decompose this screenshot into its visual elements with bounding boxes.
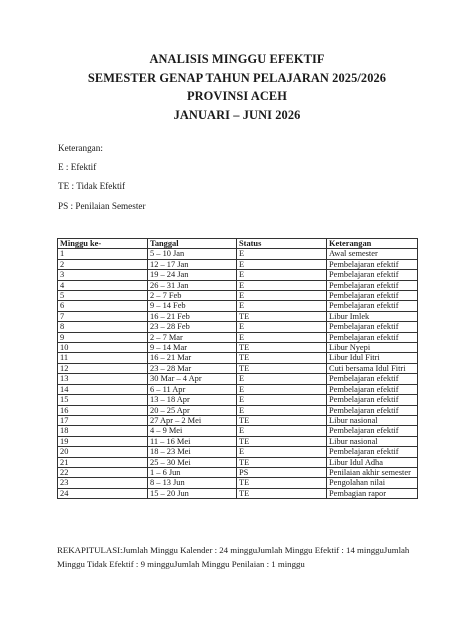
week-cell: 19 bbox=[58, 436, 148, 446]
table-row bbox=[58, 311, 418, 321]
note-cell: Libur nasional bbox=[327, 436, 418, 446]
date-cell: 4 – 9 Mei bbox=[148, 426, 237, 436]
table-row bbox=[58, 488, 418, 498]
status-cell: E bbox=[237, 322, 327, 332]
date-cell: 16 – 21 Feb bbox=[148, 311, 237, 321]
status-cell: E bbox=[237, 426, 327, 436]
schedule-table bbox=[57, 238, 418, 499]
note-cell: Pembelajaran efektif bbox=[327, 405, 418, 415]
table-row bbox=[58, 405, 418, 415]
date-cell: 19 – 24 Jan bbox=[148, 270, 237, 280]
document-title: ANALISIS MINGGU EFEKTIF bbox=[149, 52, 325, 66]
note-cell: Awal semester bbox=[327, 249, 418, 259]
note-cell: Libur Imlek bbox=[327, 311, 418, 321]
table-row bbox=[58, 353, 418, 363]
date-cell: 11 – 16 Mei bbox=[148, 436, 237, 446]
week-cell: 6 bbox=[58, 301, 148, 311]
table-row bbox=[58, 270, 418, 280]
status-cell: E bbox=[237, 384, 327, 394]
date-cell: 9 – 14 Feb bbox=[148, 301, 237, 311]
date-cell: 9 – 14 Mar bbox=[148, 343, 237, 353]
table-row bbox=[58, 280, 418, 290]
note-cell: Pembelajaran efektif bbox=[327, 291, 418, 301]
week-cell: 2 bbox=[58, 259, 148, 269]
note-cell: Pembelajaran efektif bbox=[327, 322, 418, 332]
date-cell: 6 – 11 Apr bbox=[148, 384, 237, 394]
status-cell: TE bbox=[237, 415, 327, 425]
week-cell: 14 bbox=[58, 384, 148, 394]
header-note: Keterangan bbox=[327, 239, 418, 249]
status-cell: E bbox=[237, 249, 327, 259]
week-cell: 12 bbox=[58, 363, 148, 373]
date-cell: 23 – 28 Mar bbox=[148, 363, 237, 373]
week-cell: 10 bbox=[58, 343, 148, 353]
note-cell: Pembelajaran efektif bbox=[327, 280, 418, 290]
header-status: Status bbox=[237, 239, 327, 249]
week-cell: 9 bbox=[58, 332, 148, 342]
table-row bbox=[58, 457, 418, 467]
note-cell: Cuti bersama Idul Fitri bbox=[327, 363, 418, 373]
note-cell: Libur Nyepi bbox=[327, 343, 418, 353]
table-row bbox=[58, 384, 418, 394]
status-cell: E bbox=[237, 301, 327, 311]
table-row bbox=[58, 415, 418, 425]
status-cell: TE bbox=[237, 436, 327, 446]
note-cell: Pembelajaran efektif bbox=[327, 270, 418, 280]
status-cell: TE bbox=[237, 311, 327, 321]
legend-item-penilaian: PS : Penilaian Semester bbox=[58, 201, 146, 211]
table-row bbox=[58, 436, 418, 446]
table-row bbox=[58, 426, 418, 436]
week-cell: 15 bbox=[58, 395, 148, 405]
status-cell: E bbox=[237, 259, 327, 269]
status-cell: TE bbox=[237, 478, 327, 488]
table-row bbox=[58, 301, 418, 311]
note-cell: Pembagian rapor bbox=[327, 488, 418, 498]
status-cell: E bbox=[237, 447, 327, 457]
date-cell: 23 – 28 Feb bbox=[148, 322, 237, 332]
note-cell: Pembelajaran efektif bbox=[327, 332, 418, 342]
date-cell: 27 Apr – 2 Mei bbox=[148, 415, 237, 425]
date-cell: 15 – 20 Jun bbox=[148, 488, 237, 498]
legend-item-efektif: E : Efektif bbox=[58, 162, 97, 172]
week-cell: 5 bbox=[58, 291, 148, 301]
table-row bbox=[58, 447, 418, 457]
week-cell: 22 bbox=[58, 467, 148, 477]
date-cell: 1 – 6 Jun bbox=[148, 467, 237, 477]
recap-text: REKAPITULASI:Jumlah Minggu Kalender : 24 mingguJumlah Minggu Efektif : 14 mingguJumlah Minggu Tidak Efektif : 9 mingguJumlah Minggu Penilaian : 1 minggu bbox=[57, 545, 410, 569]
date-cell: 18 – 23 Mei bbox=[148, 447, 237, 457]
legend-item-tidak-efektif: TE : Tidak Efektif bbox=[58, 181, 126, 191]
week-cell: 16 bbox=[58, 405, 148, 415]
status-cell: E bbox=[237, 332, 327, 342]
date-cell: 25 – 30 Mei bbox=[148, 457, 237, 467]
note-cell: Libur nasional bbox=[327, 415, 418, 425]
semester-title: SEMESTER GENAP TAHUN PELAJARAN 2025/2026 bbox=[87, 70, 387, 85]
week-cell: 24 bbox=[58, 488, 148, 498]
status-cell: E bbox=[237, 374, 327, 384]
note-cell: Penilaian akhir semester bbox=[327, 467, 418, 477]
table-header-row bbox=[58, 239, 418, 249]
week-cell: 3 bbox=[58, 270, 148, 280]
table-row bbox=[58, 332, 418, 342]
document-title-block bbox=[0, 50, 474, 124]
week-cell: 1 bbox=[58, 249, 148, 259]
status-cell: E bbox=[237, 280, 327, 290]
status-cell: E bbox=[237, 270, 327, 280]
period-title: JANUARI – JUNI 2026 bbox=[173, 107, 301, 122]
note-cell: Pembelajaran efektif bbox=[327, 374, 418, 384]
week-cell: 11 bbox=[58, 353, 148, 363]
status-cell: TE bbox=[237, 353, 327, 363]
note-cell: Pembelajaran efektif bbox=[327, 447, 418, 457]
week-cell: 23 bbox=[58, 478, 148, 488]
week-cell: 21 bbox=[58, 457, 148, 467]
status-cell: E bbox=[237, 291, 327, 301]
date-cell: 8 – 13 Jun bbox=[148, 478, 237, 488]
header-week: Minggu ke- bbox=[58, 239, 148, 249]
schedule-table-body bbox=[58, 249, 418, 499]
status-cell: E bbox=[237, 405, 327, 415]
header-date: Tanggal bbox=[148, 239, 237, 249]
date-cell: 26 – 31 Jan bbox=[148, 280, 237, 290]
week-cell: 17 bbox=[58, 415, 148, 425]
status-cell: TE bbox=[237, 363, 327, 373]
table-row bbox=[58, 478, 418, 488]
note-cell: Pembelajaran efektif bbox=[327, 395, 418, 405]
legend-heading: Keterangan: bbox=[58, 143, 103, 153]
table-row bbox=[58, 322, 418, 332]
table-row bbox=[58, 249, 418, 259]
status-cell: E bbox=[237, 395, 327, 405]
date-cell: 12 – 17 Jan bbox=[148, 259, 237, 269]
table-row bbox=[58, 291, 418, 301]
date-cell: 20 – 25 Apr bbox=[148, 405, 237, 415]
week-cell: 4 bbox=[58, 280, 148, 290]
note-cell: Libur Idul Adha bbox=[327, 457, 418, 467]
note-cell: Pembelajaran efektif bbox=[327, 384, 418, 394]
status-cell: TE bbox=[237, 343, 327, 353]
table-row bbox=[58, 259, 418, 269]
note-cell: Libur Idul Fitri bbox=[327, 353, 418, 363]
date-cell: 2 – 7 Mar bbox=[148, 332, 237, 342]
date-cell: 5 – 10 Jan bbox=[148, 249, 237, 259]
note-cell: Pengolahan nilai bbox=[327, 478, 418, 488]
note-cell: Pembelajaran efektif bbox=[327, 259, 418, 269]
week-cell: 7 bbox=[58, 311, 148, 321]
date-cell: 30 Mar – 4 Apr bbox=[148, 374, 237, 384]
table-row bbox=[58, 363, 418, 373]
date-cell: 13 – 18 Apr bbox=[148, 395, 237, 405]
province-title: PROVINSI ACEH bbox=[186, 89, 288, 103]
table-row bbox=[58, 467, 418, 477]
date-cell: 16 – 21 Mar bbox=[148, 353, 237, 363]
week-cell: 13 bbox=[58, 374, 148, 384]
week-cell: 20 bbox=[58, 447, 148, 457]
status-cell: TE bbox=[237, 488, 327, 498]
status-cell: PS bbox=[237, 467, 327, 477]
note-cell: Pembelajaran efektif bbox=[327, 301, 418, 311]
note-cell: Pembelajaran efektif bbox=[327, 426, 418, 436]
week-cell: 8 bbox=[58, 322, 148, 332]
table-row bbox=[58, 395, 418, 405]
status-cell: TE bbox=[237, 457, 327, 467]
week-cell: 18 bbox=[58, 426, 148, 436]
table-row bbox=[58, 374, 418, 384]
table-row bbox=[58, 343, 418, 353]
date-cell: 2 – 7 Feb bbox=[148, 291, 237, 301]
